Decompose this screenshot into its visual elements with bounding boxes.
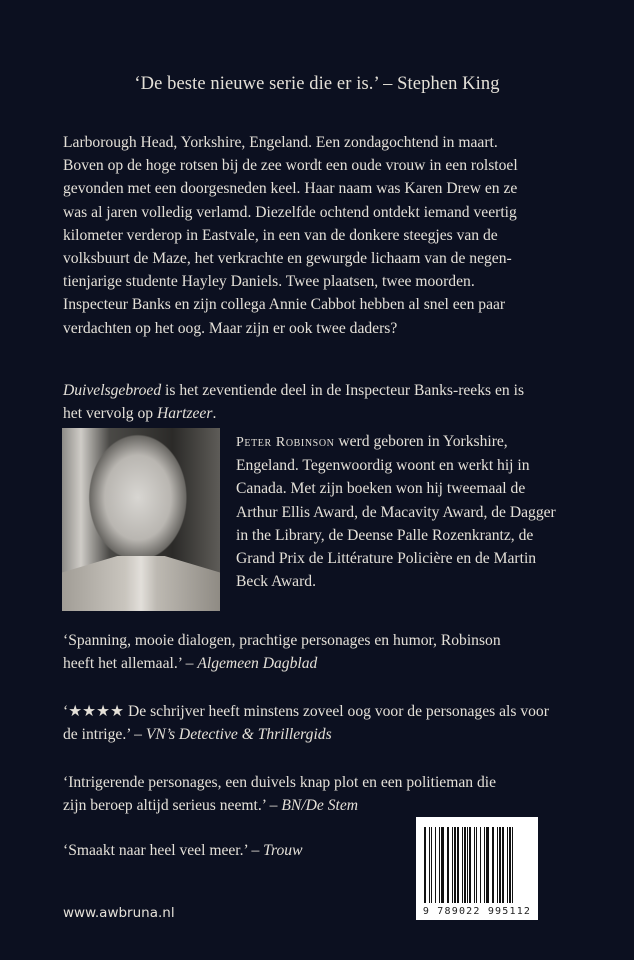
series-note-text: het vervolg op [63, 405, 157, 423]
barcode-bar [435, 827, 436, 903]
synopsis [63, 131, 518, 340]
barcode-bar [476, 827, 477, 903]
synopsis-line: tienjarige studente Hayley Daniels. Twee plaatsen, twee moorden. [63, 273, 475, 291]
bio-line: Arthur Ellis Award, de Macavity Award, de Dagger [236, 503, 556, 521]
barcode-bar [474, 827, 475, 903]
top-quote: ‘De beste nieuwe serie die er is.’ – Stephen King [134, 74, 500, 94]
review-line: de intrige.’ – [63, 726, 146, 744]
series-note [63, 379, 524, 425]
review-line: ‘★★★★ De schrijver heeft minstens zoveel oog voor de personages als voor [63, 703, 549, 720]
review-source: Algemeen Dagblad [197, 655, 318, 673]
synopsis-line: Inspecteur Banks en zijn collega Annie Cabbot hebben al snel een paar [63, 296, 506, 314]
review-source: VN’s Detective & Thrillergids [145, 726, 332, 744]
synopsis-line: kilometer verderop in Eastvale, in een van de donkere steegjes van de [63, 226, 498, 244]
synopsis-line: gevonden met een doorgesneden keel. Haar naam was Karen Drew en ze [63, 180, 518, 198]
barcode-bar [464, 827, 466, 903]
review-source: Trouw [263, 842, 303, 859]
book-title: Duivelsgebroed [63, 382, 162, 399]
barcode-bar [512, 827, 513, 903]
barcode-bar [480, 827, 481, 903]
synopsis-line: Larborough Head, Yorkshire, Engeland. Een zondagochtend in maart. [63, 134, 498, 151]
review-line: ‘Intrigerende personages, een duivels knap plot en een politieman die [63, 774, 497, 791]
review-quote [63, 839, 302, 862]
barcode-bar [439, 827, 440, 903]
review-line: ‘Spanning, mooie dialogen, prachtige personages en humor, Robinson [63, 632, 501, 649]
review-quote [63, 771, 496, 817]
barcode-bar [467, 827, 468, 903]
barcode-bar [424, 827, 426, 903]
bio-line: Grand Prix de Littérature Policière en de Martin [236, 550, 537, 568]
review-line: heeft het allemaal.’ – [63, 655, 198, 673]
barcode-bar [469, 827, 471, 903]
synopsis-line: was al jaren volledig verlamd. Diezelfde ochtend ontdekt iemand veertig [63, 203, 517, 221]
synopsis-line: Boven op de hoge rotsen bij de zee wordt een oude vrouw in een rolstoel [63, 157, 518, 175]
barcode-bar [452, 827, 453, 903]
author-bio [236, 430, 556, 593]
review-source: BN/De Stem [281, 797, 359, 815]
publisher-website: www.awbruna.nl [63, 905, 175, 921]
series-note-text: is het zeventiende deel in de Inspecteur Banks-reeks en is [161, 382, 525, 399]
synopsis-line: verdachten op het oog. Maar zijn er ook twee daders? [63, 319, 398, 337]
isbn-digits: 9 789022 995112 [422, 906, 532, 917]
bio-line: Beck Award. [236, 573, 316, 591]
isbn-barcode [416, 817, 538, 920]
barcode-bar [454, 827, 456, 903]
previous-book-title: Hartzeer [156, 405, 213, 423]
barcode-bar [497, 827, 498, 903]
barcode-bar [441, 827, 444, 903]
barcode-bar [431, 827, 432, 903]
review-line: zijn beroep altijd serieus neemt.’ – [63, 797, 282, 815]
bio-line: in the Library, de Deense Palle Rozenkrantz, de [236, 526, 534, 544]
bio-line: Canada. Met zijn boeken won hij tweemaal de [236, 480, 526, 498]
barcode-bar [486, 827, 489, 903]
barcode-bars [424, 827, 530, 903]
barcode-bar [502, 827, 504, 903]
barcode-bar [429, 827, 430, 903]
bio-line: Engeland. Tegenwoordig woont en werkt hij in [236, 457, 530, 475]
barcode-bar [484, 827, 485, 903]
barcode-bar [447, 827, 449, 903]
barcode-bar [507, 827, 508, 903]
review-line: ‘Smaakt naar heel veel meer.’ – [63, 842, 264, 859]
bio-line: werd geboren in Yorkshire, [334, 433, 508, 450]
barcode-bar [457, 827, 459, 903]
author-photo [62, 428, 220, 611]
series-note-text: . [212, 405, 217, 423]
author-name: Peter Robinson [236, 435, 335, 450]
barcode-bar [462, 827, 463, 903]
review-quote [63, 629, 501, 675]
review-quote [63, 700, 549, 746]
barcode-bar [492, 827, 494, 903]
synopsis-line: volksbuurt de Maze, het verkrachte en gewurgde lichaam van de negen- [63, 250, 512, 268]
barcode-bar [509, 827, 511, 903]
barcode-bar [499, 827, 501, 903]
